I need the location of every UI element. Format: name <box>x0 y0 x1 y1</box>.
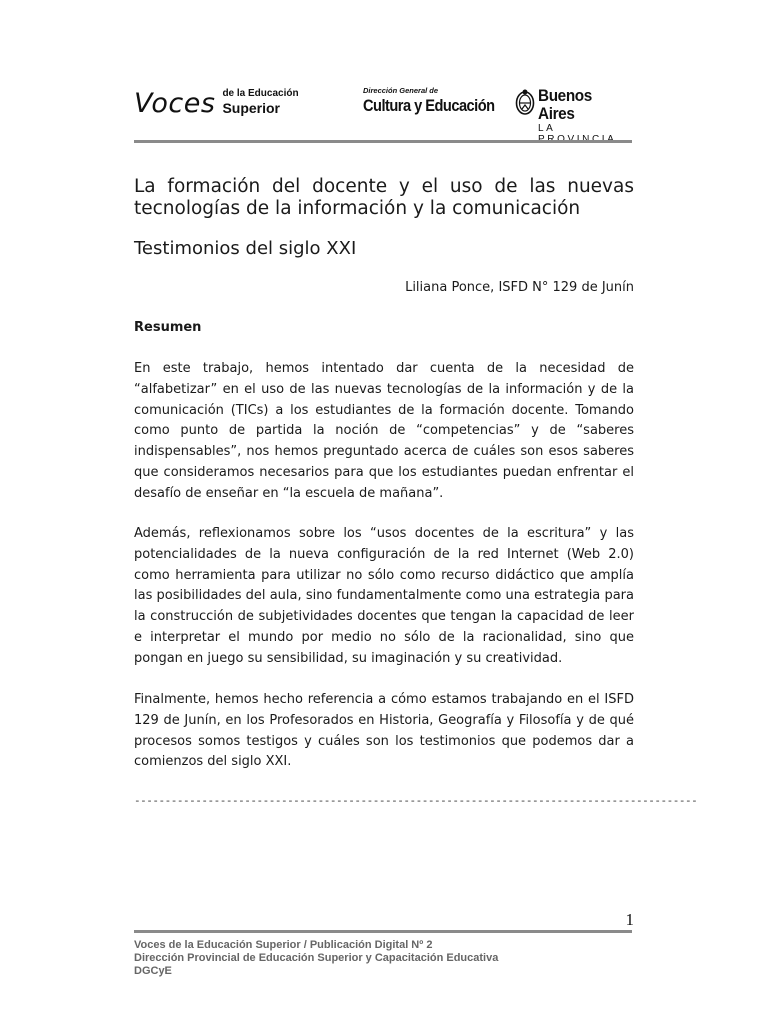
voces-logo-main: Voces <box>134 88 216 119</box>
buenos-aires-logo-line1: Buenos Aires <box>538 86 592 123</box>
abstract-paragraph: En este trabajo, hemos intentado dar cuenta de la necesidad de “alfabetizar” en el uso de las nuevas tecnologías de la información y de la comunicación (TICs) a los estudiantes de la formación docente. Tomando como punto de partida la noción de “competencias” y de “saberes indispensables”, nos hemos preguntado acerca de cuáles son esos saberes que consideramos necesarios para que los estudiantes puedan enfrentar el desafío de enseñar en “la escuela de mañana”. <box>134 361 634 501</box>
dgcye-logo-line2: Cultura y Educación <box>363 96 495 115</box>
footer-line-dgcye: DGCyE <box>134 965 172 977</box>
dgcye-logo <box>363 86 516 116</box>
document-subtitle: Testimonios del siglo XXI <box>134 238 357 259</box>
abstract-paragraph: Finalmente, hemos hecho referencia a cómo estamos trabajando en el ISFD 129 de Junín, en los Profesorados en Historia, Geografía y Filosofía y de qué procesos somos testigos y cuáles son los testimonios que podemos dar a comienzos del siglo XXI. <box>134 692 634 770</box>
abstract-heading: Resumen <box>134 320 202 335</box>
buenos-aires-logo-line2: LA <box>538 123 555 134</box>
footer-divider <box>134 930 632 933</box>
footer-line-publication: Voces de la Educación Superior / Publicación Digital Nº 2 <box>134 939 433 951</box>
page-header <box>134 84 632 134</box>
voces-logo-line2: Superior <box>222 100 281 116</box>
voces-logo-line1: de la Educación <box>222 88 299 99</box>
document-title: La formación del docente y el uso de las nuevas tecnologías de la información y la comunicación <box>134 176 634 219</box>
abstract-paragraph: Además, reflexionamos sobre los “usos docentes de la escritura” y las potencialidades de la nueva configuración de la red Internet (Web 2.0) como herramienta para utilizar no sólo como recurso didáctico que amplía las posibilidades del aula, sino fundamentalmente como una estrategia para la construcción de subjetividades docentes que tengan la capacidad de leer e interpretar el mundo por medio no sólo de la racionalidad, sino que pongan en juego su sensibilidad, su imaginación y su creatividad. <box>134 526 634 666</box>
buenos-aires-logo <box>538 87 632 145</box>
provincial-shield-icon <box>515 88 535 116</box>
page-number: 1 <box>625 910 634 929</box>
header-divider <box>134 140 632 143</box>
document-author: Liliana Ponce, ISFD N° 129 de Junín <box>405 280 634 295</box>
section-separator: -------------------------------------------------------------------------------------------- <box>134 794 698 807</box>
voces-logo-sub <box>222 88 298 116</box>
dgcye-logo-line1: Dirección General de <box>363 86 439 95</box>
footer-line-direction: Dirección Provincial de Educación Superior y Capacitación Educativa <box>134 952 499 964</box>
page-footer <box>134 939 498 978</box>
voces-logo <box>134 88 299 118</box>
